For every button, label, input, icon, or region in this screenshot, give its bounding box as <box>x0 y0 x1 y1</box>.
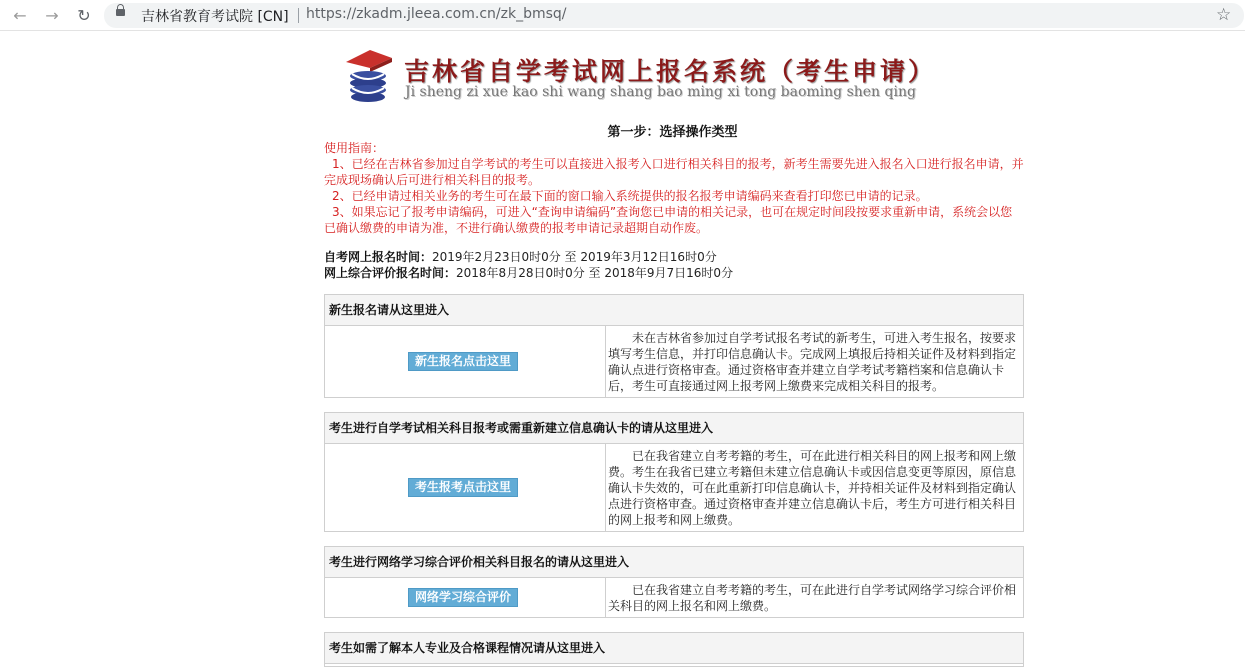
button-cell <box>325 444 606 531</box>
section-body-online-evaluation <box>324 578 1024 618</box>
section-body-exam-apply <box>324 444 1024 532</box>
step-title: 第一步：选择操作类型 <box>607 125 738 140</box>
usage-guide <box>324 140 1024 236</box>
back-arrow-icon[interactable]: ← <box>13 6 27 25</box>
section-header-online-evaluation: 考生进行网络学习综合评价相关科目报名的请从这里进入 <box>324 546 1024 578</box>
button-cell <box>325 578 606 617</box>
section-header-new-student: 新生报名请从这里进入 <box>324 294 1024 326</box>
eval-time-value: 2018年8月28日0时0分 至 2018年9月7日16时0分 <box>456 266 734 280</box>
reload-icon[interactable]: ↻ <box>77 6 91 25</box>
exam-system-logo-icon <box>340 44 400 106</box>
section-description: 未在吉林省参加过自学考试报名考试的新考生，可进入考生报名，按要求填写考生信息，并打印信息确认卡。完成网上填报后持相关证件及材料到指定确认点进行资格审查。通过资格审查并建立自学考试考籍档案和信息确认卡后，考生可直接通过网上报考网上缴费来完成相关科目的报考。 <box>608 331 1017 393</box>
bookmark-star-icon[interactable]: ☆ <box>1216 5 1232 25</box>
banner-pinyin: Ji sheng zi xue kao shi wang shang bao ming xi tong baoming shen qing <box>405 84 916 100</box>
guide-item: 3、如果忘记了报考申请编码，可进入“查询申请编码”查询您已申请的相关记录，也可在规定时间段按要求重新申请，系统会以您已确认缴费的申请为准，不进行确认缴费的报考申请记录超期自动作废。 <box>324 205 1013 235</box>
reg-time-label: 自考网上报名时间： <box>324 250 433 264</box>
exam-apply-button[interactable]: 考生报考点击这里 <box>408 478 518 497</box>
section-description: 已在我省建立自考考籍的考生，可在此进行自学考试网络学习综合评价相关科目的网上报名和网上缴费。 <box>608 583 1017 613</box>
online-evaluation-button[interactable]: 网络学习综合评价 <box>408 588 518 607</box>
forward-arrow-icon[interactable]: → <box>45 6 59 25</box>
site-identity[interactable]: 吉林省教育考试院 [CN] <box>141 9 289 25</box>
banner-title: 吉林省自学考试网上报名系统（考生申请） <box>404 57 937 86</box>
guide-item: 2、已经申请过相关业务的考生可在最下面的窗口输入系统提供的报名报考申请编码来查看打印您已申请的记录。 <box>332 189 928 203</box>
guide-item: 1、已经在吉林省参加过自学考试的考生可以直接进入报考入口进行相关科目的报考，新考生需要先进入报名入口进行报名申请，并完成现场确认后可进行相关科目的报考。 <box>324 157 1024 187</box>
eval-time-label: 网上综合评价报名时间： <box>324 266 457 280</box>
section-description: 已在我省建立自考考籍的考生，可在此进行相关科目的网上报考和网上缴费。考生在我省已建立考籍但未建立信息确认卡或因信息变更等原因，原信息确认卡失效的，可在此重新打印信息确认卡，并持相关证件及材料到指定确认点进行资格审查。通过资格审查并建立信息确认卡后，考生方可进行相关科目的网上报考和网上缴费。 <box>608 449 1017 527</box>
reg-time-value: 2019年2月23日0时0分 至 2019年3月12日16时0分 <box>432 250 717 264</box>
lock-icon[interactable] <box>116 9 125 16</box>
registration-times <box>324 249 1024 281</box>
url-text[interactable]: https://zkadm.jleea.com.cn/zk_bmsq/ <box>306 6 567 22</box>
new-student-register-button[interactable]: 新生报名点击这里 <box>408 352 518 371</box>
button-cell <box>325 326 606 397</box>
address-separator <box>298 8 299 23</box>
eval-time-row <box>324 265 1024 281</box>
browser-toolbar <box>0 0 1245 31</box>
guide-heading: 使用指南： <box>324 141 385 155</box>
reg-time-row <box>324 249 1024 265</box>
section-header-course-status: 考生如需了解本人专业及合格课程情况请从这里进入 <box>324 632 1024 664</box>
section-body-new-student <box>324 326 1024 398</box>
section-header-exam-apply: 考生进行自学考试相关科目报考或需重新建立信息确认卡的请从这里进入 <box>324 412 1024 444</box>
